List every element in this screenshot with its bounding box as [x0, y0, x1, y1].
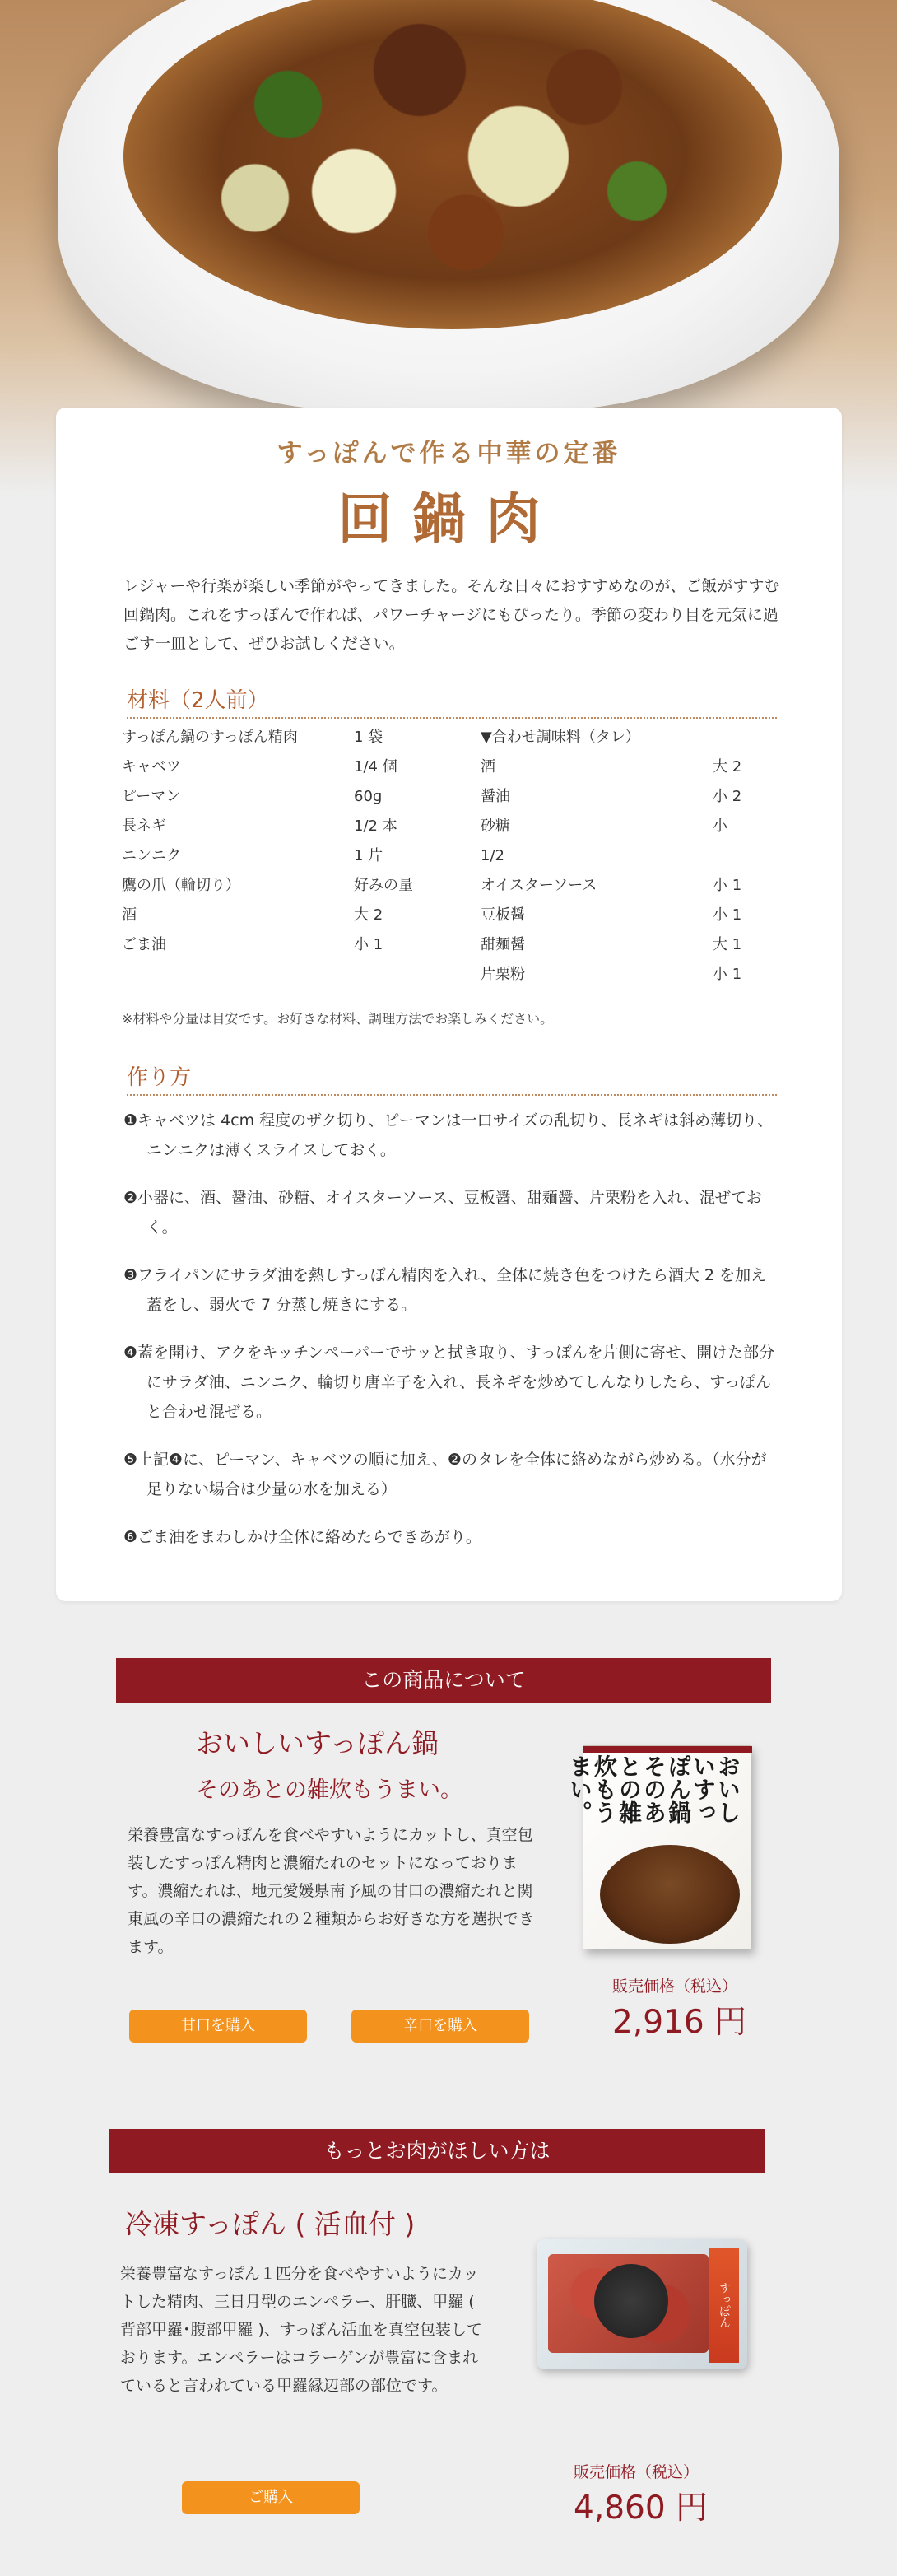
ingredient-name: キャベツ	[122, 758, 181, 776]
package-label: おいしいすっぽん鍋 そのあとの雑炊もうまい。	[566, 1754, 741, 1824]
product2-description: 栄養豊富なすっぽん１匹分を食べやすいようにカットした精肉、三日月型のエンペラー、肝臓、甲羅 ( 背部甲羅･腹部甲羅 )、すっぽん活血を真空包装しております。エンペラーはコラーゲンが豊富に含まれていると言われている甲羅縁辺部の部位です。	[120, 2265, 482, 2395]
ingredient-item	[481, 930, 810, 960]
ingredient-item	[481, 841, 810, 871]
ingredient-name: ピーマン	[122, 788, 181, 805]
ingredient-name: 醤油	[481, 788, 510, 805]
product-banner: この商品について	[116, 1658, 771, 1703]
method-step: ❺上記❹に、ピーマン、キャベツの順に加え、❷のタレを全体に絡めながら炒める。（水分が足りない場合は少量の水を加える）	[123, 1451, 767, 1498]
ingredient-item	[122, 723, 451, 752]
package-tag: すっぽん	[709, 2248, 739, 2363]
ingredients-list-left	[122, 723, 451, 960]
price-label: 販売価格（税込）	[612, 1977, 738, 1996]
recipe-card	[56, 408, 842, 1601]
ingredient-name: 甜麺醤	[481, 936, 525, 953]
ingredient-item	[122, 752, 451, 782]
ingredients-list-right	[481, 723, 810, 990]
ingredient-qty: 大 2	[713, 758, 742, 776]
ingredient-name: ▼合わせ調味料（タレ）	[481, 729, 640, 746]
recipe-subtitle: すっぽんで作る中華の定番	[277, 439, 621, 468]
ingredient-item	[481, 723, 810, 752]
price2-label: 販売価格（税込）	[574, 2463, 699, 2481]
ingredient-item	[122, 812, 451, 841]
ingredients-note: ※材料や分量は目安です。お好きな材料、調理方法でお楽しみください。	[122, 1011, 554, 1027]
package-shell	[594, 2264, 668, 2338]
product-subtitle: そのあとの雑炊もうまい。	[196, 1777, 462, 1803]
ingredient-qty: 大 2	[354, 906, 383, 924]
ingredient-qty: 小 1	[713, 966, 742, 983]
ingredient-item	[481, 901, 810, 930]
method-step: ❹蓋を開け、アクをキッチンペーパーでサッと拭き取り、すっぽんを片側に寄せ、開けた部分にサラダ油、ニンニク、輪切り唐辛子を入れ、長ネギを炒めてしんなりしたら、すっぽんと合わせ混ぜる。	[123, 1344, 775, 1421]
ingredient-name: オイスターソース	[481, 877, 597, 894]
package-bowl	[600, 1845, 740, 1944]
ingredient-name: すっぽん鍋のすっぽん精肉	[122, 729, 298, 746]
more-meat-banner: もっとお肉がほしい方は	[109, 2129, 765, 2173]
ingredient-item	[122, 841, 451, 871]
ingredient-qty: 小 1	[713, 906, 742, 924]
ingredient-name: 豆板醤	[481, 906, 525, 924]
ingredient-item	[122, 930, 451, 960]
ingredient-name: 片栗粉	[481, 966, 525, 983]
ingredient-qty: 好みの量	[354, 877, 413, 894]
buy-sweet-button[interactable]: 甘口を購入	[129, 2010, 307, 2043]
ingredient-name: 酒	[481, 758, 495, 776]
product-description: 栄養豊富なすっぽんを食べやすいようにカットし、真空包装したすっぽん精肉と濃縮たれのセットになっております。濃縮たれは、地元愛媛県南予風の甘口の濃縮たれと関東風の辛口の濃縮たれの２種類からお好きな方を選択できます。	[128, 1826, 535, 1956]
ingredient-qty: 60g	[354, 788, 383, 805]
buy-spicy-button[interactable]: 辛口を購入	[351, 2010, 529, 2043]
ingredient-name: 1/2	[481, 847, 504, 864]
ingredient-name: 長ネギ	[122, 818, 166, 835]
ingredient-qty: 1/4 個	[354, 758, 397, 776]
frozen-package-image	[537, 2239, 747, 2369]
ingredient-qty: 小	[713, 818, 727, 835]
ingredient-item	[481, 960, 810, 990]
package-stripe	[583, 1746, 752, 1753]
ingredient-qty: 1 袋	[354, 729, 383, 746]
ingredient-name: ごま油	[122, 936, 166, 953]
method-heading: 作り方	[127, 1060, 777, 1096]
ingredient-item	[122, 871, 451, 901]
ingredient-item	[481, 752, 810, 782]
method-steps	[123, 1106, 782, 1570]
product2-price: 4,860 円	[574, 2490, 709, 2527]
method-step: ❷小器に、酒、醤油、砂糖、オイスターソース、豆板醤、甜麺醤、片栗粉を入れ、混ぜておく。	[123, 1189, 762, 1237]
product-title: おいしいすっぽん鍋	[196, 1727, 439, 1759]
ingredient-qty: 小 1	[354, 936, 383, 953]
ingredient-name: ニンニク	[122, 847, 181, 864]
recipe-title: 回鍋肉	[337, 487, 560, 551]
ingredient-item	[481, 782, 810, 812]
ingredient-item	[481, 871, 810, 901]
product-package-image	[566, 1745, 751, 1949]
ingredient-item	[481, 812, 810, 841]
ingredients-heading: 材料（2人前）	[127, 683, 777, 719]
ingredient-name: 鷹の爪（輪切り）	[122, 877, 240, 894]
product2-title: 冷凍すっぽん ( 活血付 )	[125, 2208, 416, 2240]
ingredient-qty: 小 2	[713, 788, 742, 805]
buy-frozen-button[interactable]: ご購入	[182, 2481, 360, 2514]
ingredient-item	[122, 901, 451, 930]
ingredient-item	[122, 782, 451, 812]
product-price: 2,916 円	[612, 2004, 747, 2041]
ingredient-qty: 1 片	[354, 847, 383, 864]
method-step: ❶キャベツは 4cm 程度のザク切り、ピーマンは一口サイズの乱切り、長ネギは斜め薄切り、ニンニクは薄くスライスしておく。	[123, 1111, 774, 1159]
ingredient-qty: 1/2 本	[354, 818, 397, 835]
method-step: ❻ごま油をまわしかけ全体に絡めたらできあがり。	[123, 1528, 481, 1546]
ingredient-qty: 大 1	[713, 936, 742, 953]
method-step: ❸フライパンにサラダ油を熱しすっぽん精肉を入れ、全体に焼き色をつけたら酒大 2 を加え蓋をし、弱火で 7 分蒸し焼きにする。	[123, 1266, 767, 1314]
ingredient-name: 酒	[122, 906, 137, 924]
recipe-intro: レジャーや行楽が楽しい季節がやってきました。そんな日々におすすめなのが、ご飯がすすむ回鍋肉。これをすっぽんで作れば、パワーチャージにもぴったり。季節の変わり目を元気に過ごす一皿として、ぜひお試しください。	[123, 577, 780, 653]
ingredient-qty: 小 1	[713, 877, 742, 894]
ingredient-name: 砂糖	[481, 818, 510, 835]
